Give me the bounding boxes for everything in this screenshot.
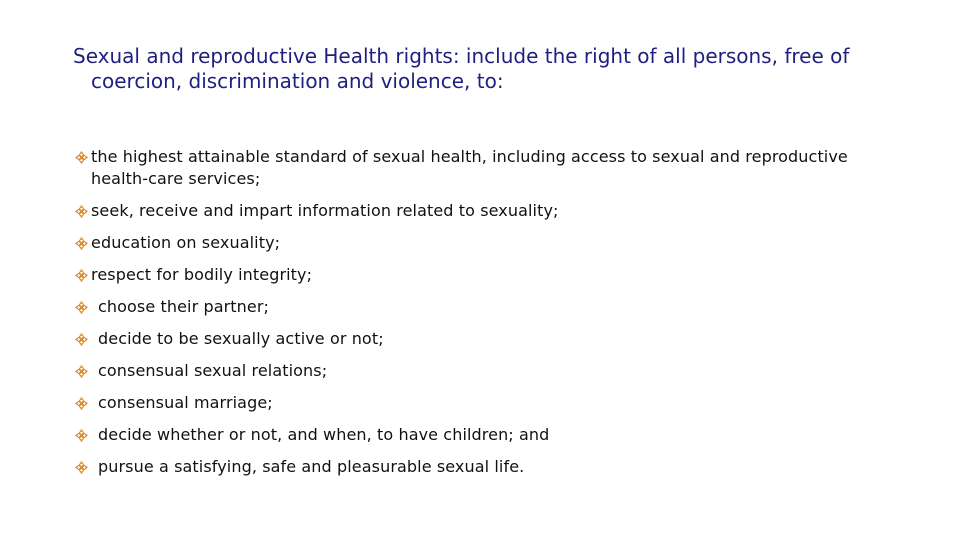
list-item [75, 328, 875, 350]
list-item [75, 456, 875, 478]
list-item-label: consensual marriage; [98, 393, 273, 412]
list-item [75, 264, 875, 286]
list-item-label: education on sexuality; [91, 233, 281, 252]
diamond-bullet-icon [75, 205, 88, 218]
diamond-bullet-icon [75, 269, 88, 282]
diamond-bullet-icon [75, 397, 88, 410]
list-item [75, 360, 875, 382]
diamond-bullet-icon [75, 237, 88, 250]
diamond-bullet-icon [75, 429, 88, 442]
list-item-label: seek, receive and impart information related to sexuality; [91, 201, 559, 220]
list-item [75, 200, 875, 222]
list-item-label: decide to be sexually active or not; [98, 329, 384, 348]
diamond-bullet-icon [75, 333, 88, 346]
list-item-label: consensual sexual relations; [98, 361, 328, 380]
diamond-bullet-icon [75, 461, 88, 474]
list-item [75, 146, 875, 190]
list-item [75, 232, 875, 254]
bullet-list [75, 146, 875, 488]
list-item [75, 392, 875, 414]
list-item-label: the highest attainable standard of sexual health, including access to sexual and reproductive health-care services; [91, 147, 848, 188]
list-item-label: choose their partner; [98, 297, 270, 316]
diamond-bullet-icon [75, 365, 88, 378]
list-item-label: decide whether or not, and when, to have children; and [98, 425, 550, 444]
list-item [75, 296, 875, 318]
diamond-bullet-icon [75, 301, 88, 314]
list-item [75, 424, 875, 446]
diamond-bullet-icon [75, 151, 88, 164]
slide-title: Sexual and reproductive Health rights: include the right of all persons, free of coercion, discrimination and violence, to: [73, 44, 850, 93]
list-item-label: pursue a satisfying, safe and pleasurable sexual life. [98, 457, 525, 476]
list-item-label: respect for bodily integrity; [91, 265, 313, 284]
